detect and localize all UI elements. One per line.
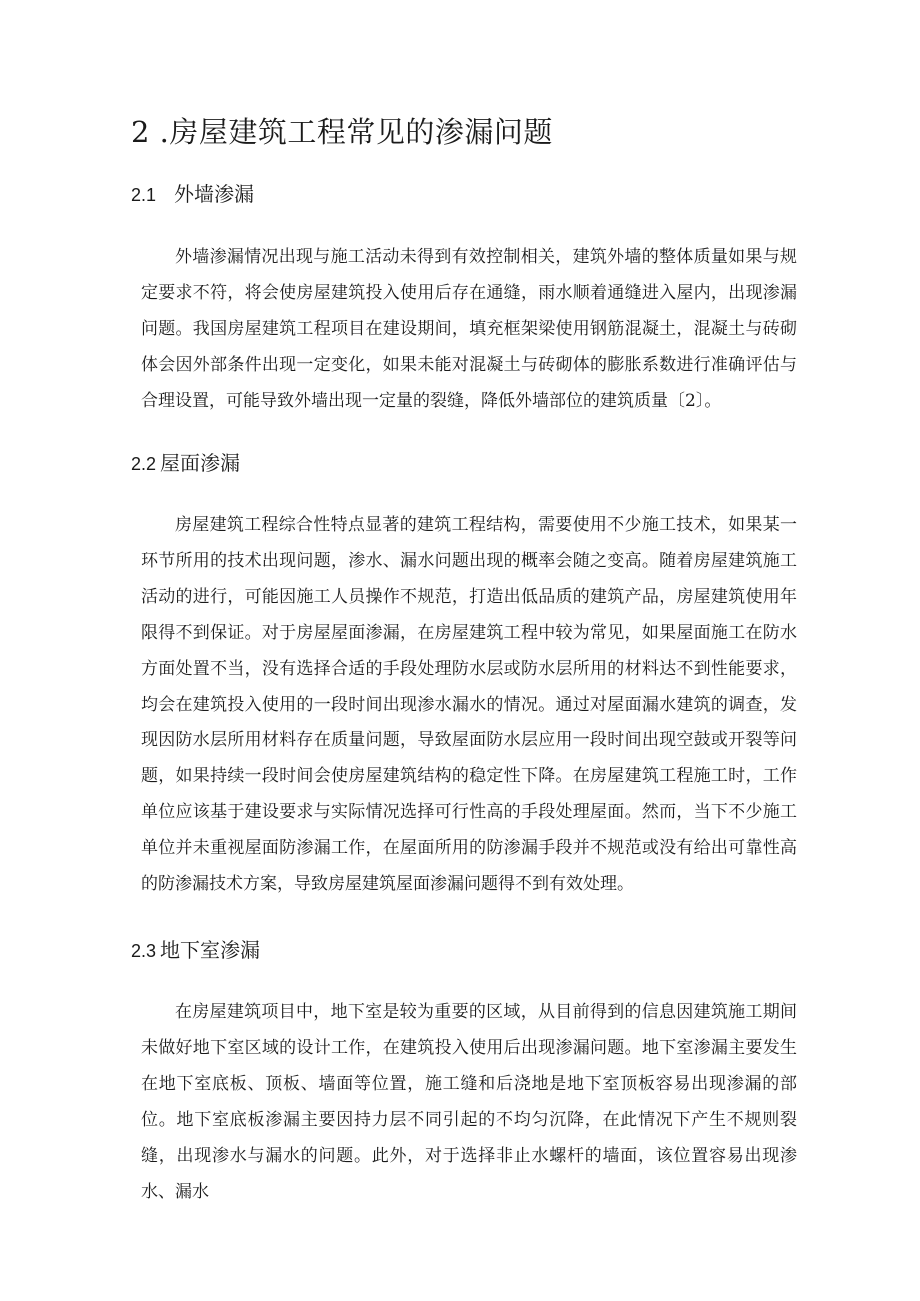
subsection-title: 外墙渗漏 <box>174 182 255 206</box>
subsection-number: 2.3 <box>131 941 157 961</box>
subsection-heading-2-1 <box>131 180 254 209</box>
paragraph-exterior-wall: 外墙渗漏情况出现与施工活动未得到有效控制相关，建筑外墙的整体质量如果与规定要求不符，将会使房屋建筑投入使用后存在通缝，雨水顺着通缝进入屋内，出现渗漏问题。我国房屋建筑工程项目在建设期间，填充框架梁使用钢筋混凝土，混凝土与砖砌体会因外部条件出现一定变化，如果未能对混凝土与砖砌体的膨胀系数进行准确评估与合理设置，可能导致外墙出现一定量的裂缝，降低外墙部位的建筑质量〔2〕。 <box>141 247 797 411</box>
paragraph-roof: 房屋建筑工程综合性特点显著的建筑工程结构，需要使用不少施工技术，如果某一环节所用的技术出现问题，渗水、漏水问题出现的概率会随之变高。随着房屋建筑施工活动的进行，可能因施工人员操作不规范，打造出低品质的建筑产品，房屋建筑使用年限得不到保证。对于房屋屋面渗漏，在房屋建筑工程中较为常见，如果屋面施工在防水方面处置不当，没有选择合适的手段处理防水层或防水层所用的材料达不到性能要求，均会在建筑投入使用的一段时间出现渗水漏水的情况。通过对屋面漏水建筑的调查，发现因防水层所用材料存在质量问题，导致屋面防水层应用一段时间出现空鼓或开裂等问题，如果持续一段时间会使房屋建筑结构的稳定性下降。在房屋建筑工程施工时，工作单位应该基于建设要求与实际情况选择可行性高的手段处理屋面。然而，当下不少施工单位并未重视屋面防渗漏工作，在屋面所用的防渗漏手段并不规范或没有给出可靠性高的防渗漏技术方案，导致房屋建筑屋面渗漏问题得不到有效处理。 <box>141 515 797 895</box>
subsection-heading-2-2 <box>131 449 240 478</box>
subsection-number: 2.2 <box>131 454 157 474</box>
subsection-title: 地下室渗漏 <box>160 938 261 962</box>
section-title: 2 .房屋建筑工程常见的渗漏问题 <box>131 115 553 149</box>
paragraph-basement: 在房屋建筑项目中，地下室是较为重要的区域，从目前得到的信息因建筑施工期间未做好地下室区域的设计工作，在建筑投入使用后出现渗漏问题。地下室渗漏主要发生在地下室底板、顶板、墙面等位置，施工缝和后浇地是地下室顶板容易出现渗漏的部位。地下室底板渗漏主要因持力层不同引起的不均匀沉降，在此情况下产生不规则裂缝，出现渗水与漏水的问题。此外，对于选择非止水螺杆的墙面，该位置容易出现渗水、漏水 <box>141 1002 797 1202</box>
subsection-title: 屋面渗漏 <box>160 451 241 475</box>
subsection-number: 2.1 <box>131 185 157 205</box>
subsection-heading-2-3 <box>131 936 260 965</box>
